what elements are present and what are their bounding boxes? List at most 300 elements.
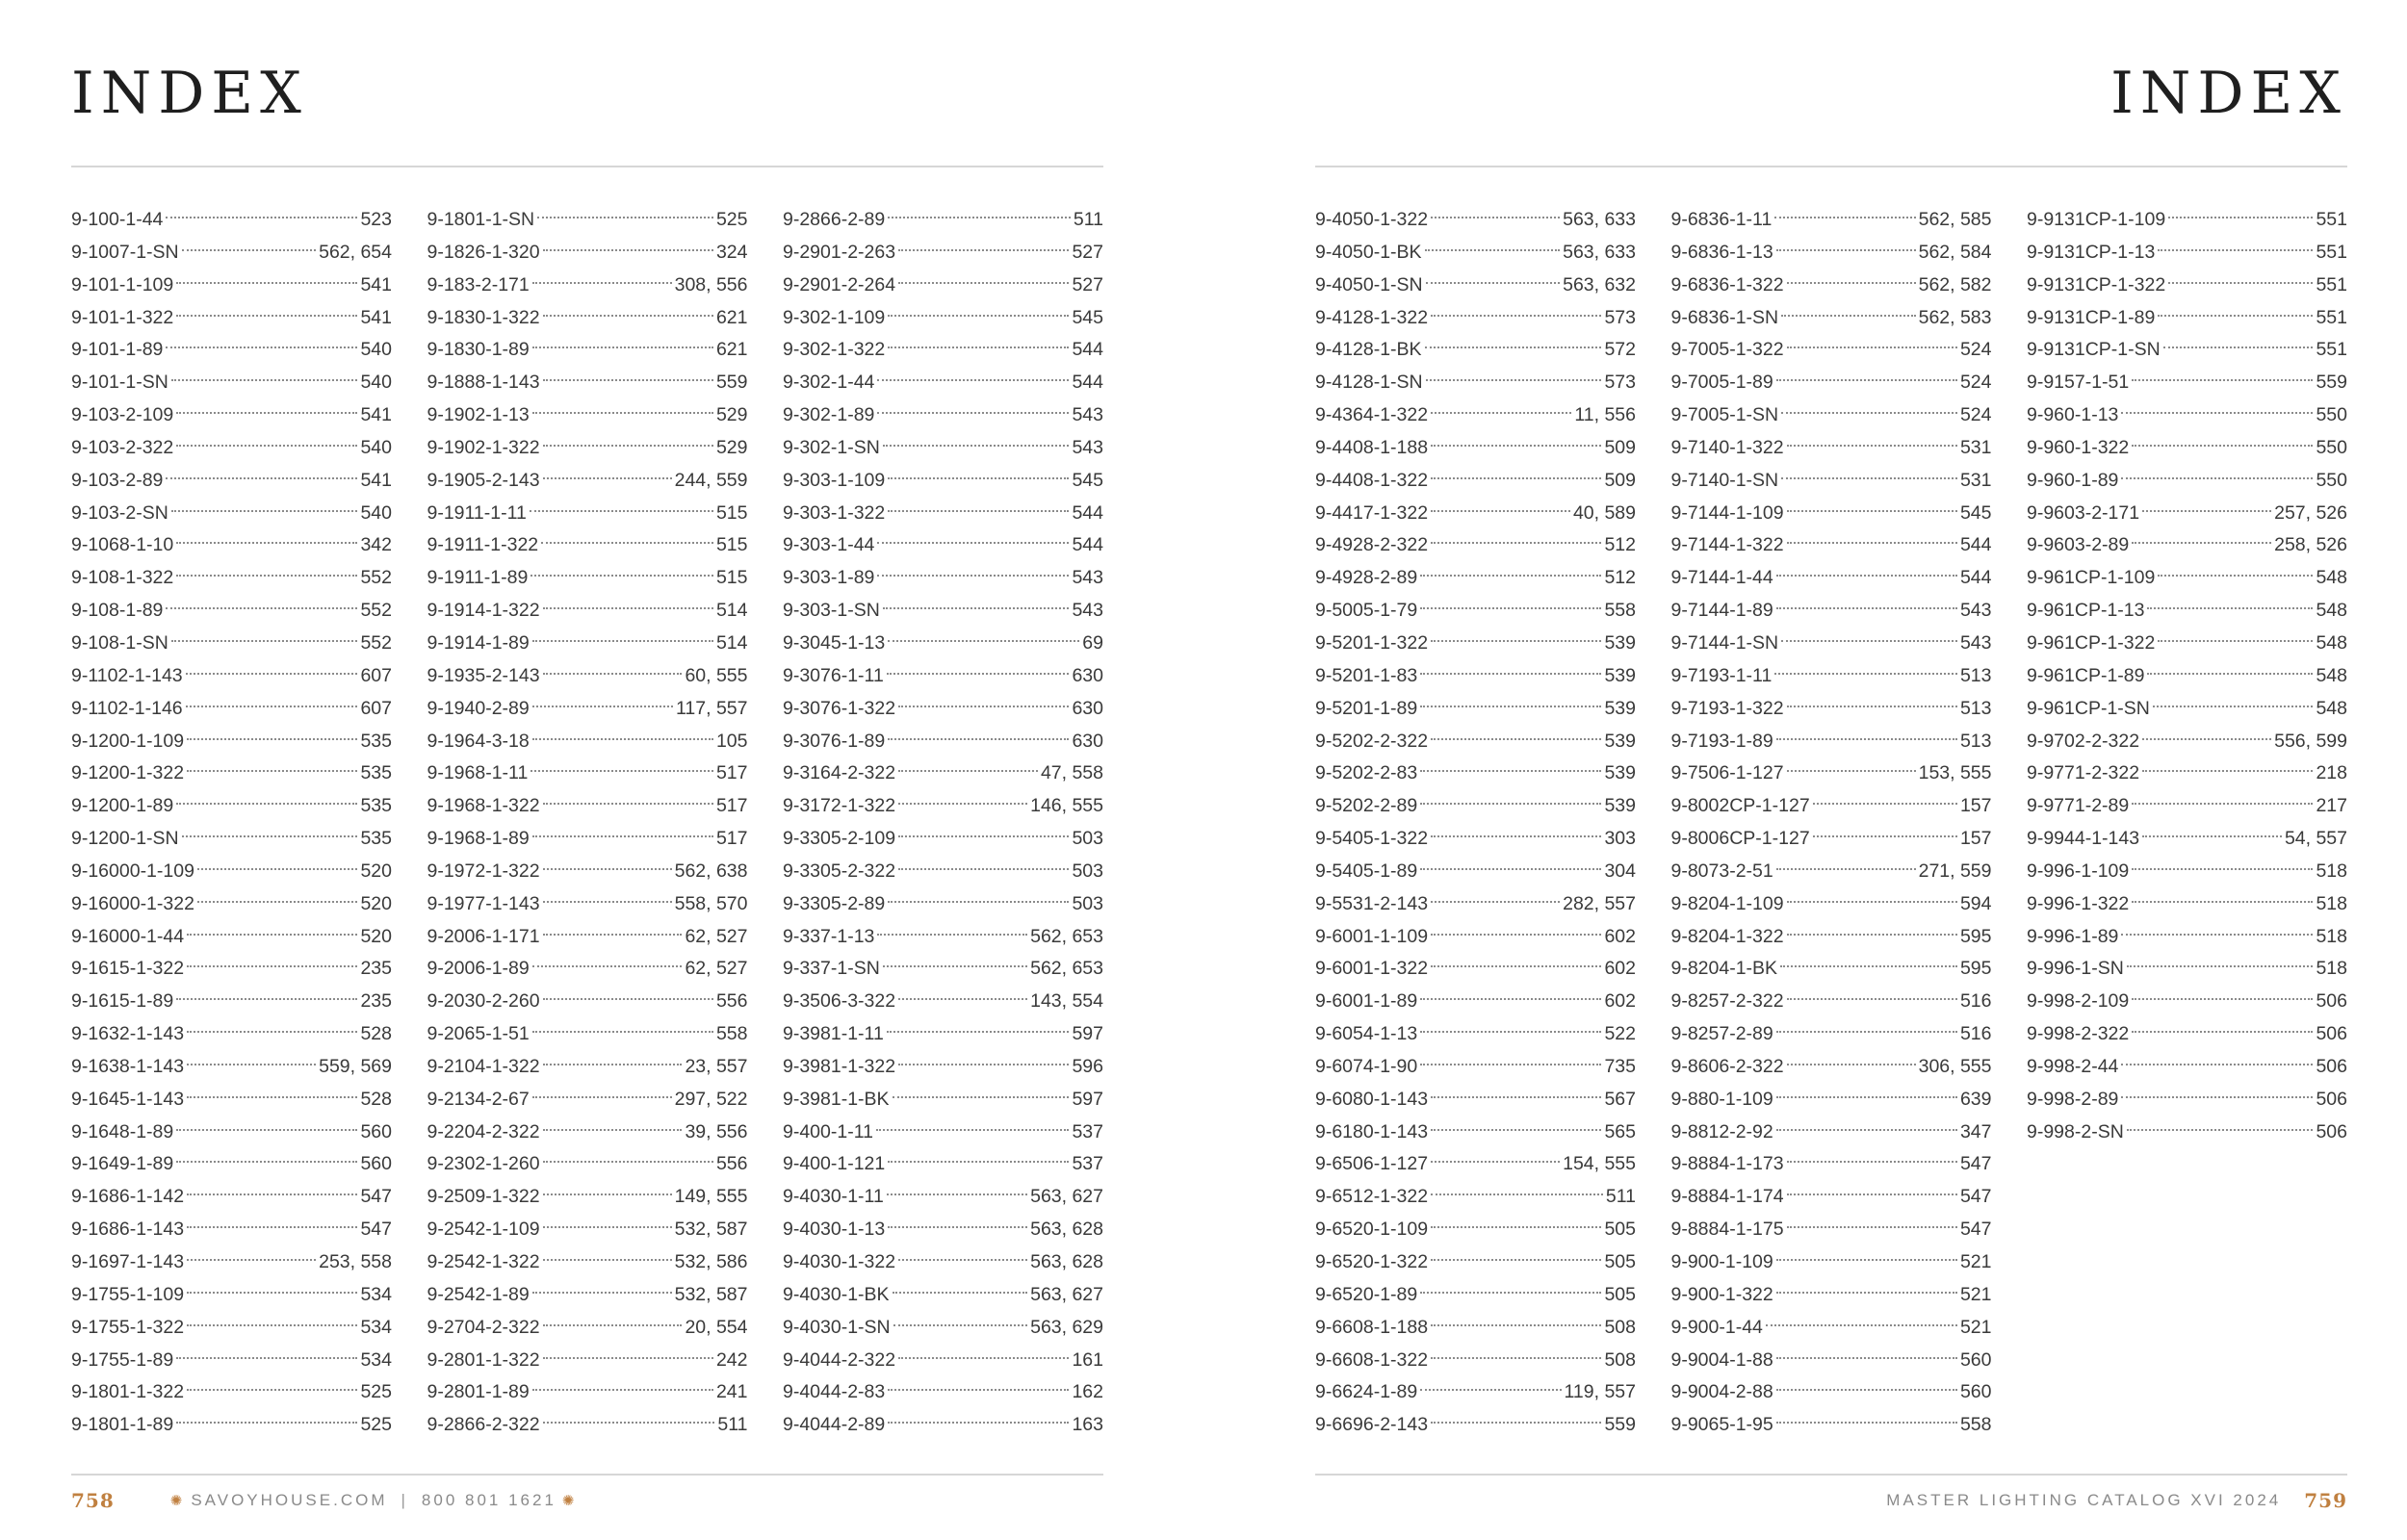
page-reference: 544 [1072, 339, 1103, 361]
dot-leader [888, 510, 1069, 512]
dot-leader [166, 607, 357, 609]
item-number: 9-6836-1-322 [1670, 273, 1784, 295]
item-number: 9-400-1-11 [783, 1120, 873, 1142]
dot-leader [2121, 1064, 2313, 1065]
page-reference: 573 [1604, 306, 1636, 328]
item-number: 9-9131CP-1-89 [2027, 306, 2156, 328]
page-reference: 161 [1072, 1348, 1103, 1371]
page-reference: 506 [2316, 1088, 2347, 1110]
page-reference: 545 [1072, 469, 1103, 491]
item-number: 9-101-1-109 [71, 273, 174, 295]
dot-leader [1431, 217, 1560, 218]
page-reference: 521 [1959, 1251, 1992, 1272]
page-reference: 517 [715, 762, 748, 784]
page-reference: 324 [715, 241, 748, 263]
item-number: 9-3172-1-322 [783, 795, 896, 817]
dot-leader [187, 1389, 357, 1391]
index-entry [1671, 1246, 1992, 1279]
item-number: 9-302-1-SN [783, 436, 880, 458]
dot-leader [1787, 542, 1957, 544]
page-reference: 548 [2316, 697, 2347, 719]
page-reference: 551 [2316, 209, 2347, 230]
page-reference: 550 [2316, 469, 2347, 491]
item-number: 9-3164-2-322 [783, 762, 896, 784]
dot-leader [171, 510, 358, 512]
page-reference: 535 [360, 762, 392, 784]
page-reference: 551 [2316, 339, 2347, 361]
page-reference: 558 [1959, 1414, 1992, 1436]
dot-leader [888, 217, 1071, 218]
item-number: 9-9771-2-89 [2027, 795, 2130, 817]
index-entry [2027, 595, 2347, 628]
item-number: 9-1940-2-89 [427, 697, 530, 719]
dot-leader [887, 1194, 1027, 1195]
page-reference: 40, 589 [1572, 501, 1636, 524]
page-reference: 532, 587 [674, 1283, 748, 1305]
dot-leader [176, 1161, 357, 1163]
index-entry [783, 1345, 1103, 1377]
dot-leader [1431, 445, 1601, 447]
index-entry [1315, 465, 1636, 498]
bottom-divider [71, 1474, 1103, 1476]
page-reference: 552 [360, 567, 392, 589]
item-number: 9-2302-1-260 [427, 1153, 540, 1175]
dot-leader [1431, 640, 1601, 642]
dot-leader [187, 1194, 357, 1195]
page-reference: 308, 556 [674, 273, 748, 295]
index-column [1315, 204, 1636, 1442]
index-entry [1671, 367, 1992, 399]
index-entry [427, 888, 748, 921]
index-entry [71, 595, 392, 628]
dot-leader [2163, 346, 2314, 348]
website-link[interactable]: SAVOYHOUSE.COM [191, 1491, 388, 1509]
index-entry [783, 856, 1103, 888]
page-reference: 508 [1604, 1348, 1636, 1371]
index-entry [71, 1084, 392, 1116]
item-number: 9-1068-1-10 [71, 534, 174, 556]
page-reference: 520 [360, 892, 392, 914]
dot-leader [2132, 445, 2313, 447]
dot-leader [2132, 803, 2313, 805]
index-entry [1315, 367, 1636, 399]
index-entry [783, 399, 1103, 432]
item-number: 9-961CP-1-SN [2027, 697, 2150, 719]
item-number: 9-4050-1-SN [1315, 273, 1423, 295]
page-reference: 544 [1959, 567, 1992, 589]
index-entry [2027, 1018, 2347, 1051]
index-entry [1671, 465, 1992, 498]
dot-leader [543, 803, 713, 805]
page-reference: 23, 557 [685, 1055, 748, 1077]
page-reference: 562, 582 [1918, 273, 1992, 295]
page-reference: 547 [360, 1219, 392, 1241]
page-reference: 524 [1959, 372, 1992, 394]
dot-leader [543, 673, 683, 675]
dot-leader [543, 934, 683, 936]
dot-leader [1420, 1031, 1601, 1033]
index-entry [2027, 888, 2347, 921]
page-reference: 524 [1959, 404, 1992, 426]
item-number: 9-1830-1-89 [427, 339, 530, 361]
page-reference: 552 [360, 631, 392, 654]
dot-leader [1431, 738, 1601, 740]
item-number: 9-960-1-322 [2027, 436, 2130, 458]
item-number: 9-6054-1-13 [1315, 1023, 1418, 1045]
page-reference: 531 [1959, 469, 1992, 491]
page-reference: 163 [1072, 1414, 1103, 1436]
index-entry [2027, 1051, 2347, 1084]
dot-leader [532, 1292, 672, 1294]
index-entry [2027, 856, 2347, 888]
item-number: 9-2704-2-322 [427, 1316, 540, 1338]
page-reference: 558 [715, 1023, 748, 1045]
index-entry [71, 1376, 392, 1409]
item-number: 9-1888-1-143 [427, 372, 540, 394]
page-reference: 529 [715, 436, 748, 458]
index-entry [1671, 823, 1992, 856]
index-entry [1671, 237, 1992, 270]
index-entry [427, 823, 748, 856]
dot-leader [898, 1357, 1069, 1359]
dot-leader [197, 901, 358, 903]
page-reference: 562, 654 [319, 241, 392, 263]
page-reference: 534 [360, 1348, 392, 1371]
index-entry [2027, 237, 2347, 270]
page-reference: 515 [715, 501, 748, 524]
page-reference: 303 [1604, 828, 1636, 850]
index-entry [71, 823, 392, 856]
page-reference: 503 [1072, 892, 1103, 914]
bottom-divider [1315, 1474, 2347, 1476]
page-reference: 556, 599 [2274, 730, 2347, 752]
index-entry [71, 693, 392, 726]
dot-leader [898, 998, 1027, 1000]
dot-leader [187, 1064, 316, 1065]
page-reference: 543 [1072, 600, 1103, 622]
dot-leader [898, 282, 1069, 284]
dot-leader [1431, 1357, 1601, 1359]
top-divider [1315, 166, 2347, 167]
page-number: 759 [2304, 1489, 2347, 1512]
page-reference: 630 [1072, 697, 1103, 719]
index-entry [1671, 334, 1992, 367]
dot-leader [532, 640, 713, 642]
item-number: 9-302-1-322 [783, 339, 886, 361]
page-reference: 540 [360, 436, 392, 458]
item-number: 9-8884-1-175 [1670, 1219, 1784, 1241]
dot-leader [898, 868, 1069, 870]
index-entry [2027, 465, 2347, 498]
index-column [427, 204, 748, 1442]
item-number: 9-302-1-89 [783, 404, 875, 426]
index-entry [1315, 1312, 1636, 1345]
page-reference: 47, 558 [1040, 762, 1103, 784]
dot-leader [1425, 346, 1602, 348]
index-entry [1315, 1409, 1636, 1442]
page-reference: 547 [1959, 1186, 1992, 1208]
page-reference: 630 [1072, 664, 1103, 686]
item-number: 9-7193-1-89 [1670, 730, 1773, 752]
item-number: 9-1830-1-322 [427, 306, 540, 328]
page-reference: 505 [1604, 1251, 1636, 1272]
item-number: 9-7005-1-SN [1670, 404, 1779, 426]
index-entry [1671, 1084, 1992, 1116]
page-reference: 39, 556 [685, 1120, 748, 1142]
page-title: INDEX [2110, 60, 2347, 127]
dot-leader [531, 575, 713, 577]
index-entry [2027, 757, 2347, 790]
item-number: 9-183-2-171 [427, 273, 530, 295]
item-number: 9-9771-2-322 [2027, 762, 2140, 784]
dot-leader [888, 315, 1069, 317]
page-reference: 153, 555 [1918, 762, 1992, 784]
dot-leader [876, 1129, 1070, 1131]
page-reference: 565 [1604, 1120, 1636, 1142]
index-entry [2027, 790, 2347, 823]
index-entry [783, 270, 1103, 302]
dot-leader [187, 1324, 357, 1326]
page-reference: 621 [715, 306, 748, 328]
dot-leader [2121, 934, 2313, 936]
dot-leader [166, 346, 357, 348]
page-reference: 257, 526 [2274, 501, 2347, 524]
index-entry [783, 693, 1103, 726]
item-number: 9-5201-1-322 [1315, 631, 1429, 654]
item-number: 9-900-1-322 [1670, 1283, 1773, 1305]
dot-leader [2142, 835, 2282, 837]
dot-leader [888, 738, 1069, 740]
index-entry [71, 432, 392, 465]
right-page [1315, 0, 2347, 1540]
dot-leader [1431, 315, 1601, 317]
page-reference: 143, 554 [1030, 990, 1103, 1013]
index-column [2027, 204, 2347, 1442]
index-entry [1671, 660, 1992, 693]
dot-leader [543, 1357, 713, 1359]
index-entry [1671, 790, 1992, 823]
index-entry [2027, 562, 2347, 595]
item-number: 9-998-2-109 [2027, 990, 2130, 1013]
dot-leader [532, 412, 713, 414]
page-reference: 544 [1959, 534, 1992, 556]
dot-leader [2132, 1031, 2313, 1033]
page-reference: 62, 527 [685, 925, 748, 947]
item-number: 9-4928-2-89 [1315, 567, 1418, 589]
item-number: 9-9131CP-1-322 [2027, 273, 2166, 295]
page-reference: 347 [1959, 1120, 1992, 1142]
item-number: 9-1977-1-143 [427, 892, 540, 914]
dot-leader [898, 249, 1069, 251]
item-number: 9-1801-1-322 [71, 1381, 185, 1403]
item-number: 9-1914-1-322 [427, 600, 540, 622]
item-number: 9-3305-2-89 [783, 892, 886, 914]
item-number: 9-960-1-89 [2027, 469, 2119, 491]
index-entry [71, 367, 392, 399]
item-number: 9-4044-2-322 [783, 1348, 896, 1371]
item-number: 9-900-1-109 [1670, 1251, 1773, 1272]
dot-leader [2132, 868, 2313, 870]
page-reference: 607 [360, 664, 392, 686]
index-entry [71, 529, 392, 562]
page-reference: 551 [2316, 273, 2347, 295]
page-reference: 539 [1604, 664, 1636, 686]
item-number: 9-1632-1-143 [71, 1023, 185, 1045]
item-number: 9-100-1-44 [71, 209, 164, 230]
page-reference: 525 [360, 1414, 392, 1436]
dot-leader [2121, 412, 2313, 414]
index-entry [783, 562, 1103, 595]
dot-leader [1420, 1064, 1601, 1065]
dot-leader [176, 1357, 357, 1359]
item-number: 9-2006-1-89 [427, 958, 530, 980]
dot-leader [2121, 1096, 2313, 1098]
page-reference: 162 [1072, 1381, 1103, 1403]
index-entry [1671, 432, 1992, 465]
item-number: 9-302-1-109 [783, 306, 886, 328]
dot-leader [893, 1324, 1027, 1326]
dot-leader [1776, 607, 1957, 609]
catalog-name: MASTER LIGHTING CATALOG XVI 2024 [1886, 1491, 2282, 1509]
page-reference: 505 [1604, 1219, 1636, 1241]
page-reference: 218 [2316, 762, 2347, 784]
dot-leader [1426, 379, 1602, 381]
index-entry [783, 432, 1103, 465]
dot-leader [1431, 542, 1601, 544]
item-number: 9-103-2-SN [71, 501, 168, 524]
dot-leader [532, 738, 713, 740]
page-reference: 558, 570 [674, 892, 748, 914]
item-number: 9-4050-1-322 [1315, 209, 1429, 230]
item-number: 9-6520-1-322 [1315, 1251, 1429, 1272]
index-entry [71, 204, 392, 237]
item-number: 9-337-1-SN [783, 958, 880, 980]
dot-leader [883, 965, 1027, 967]
item-number: 9-6836-1-SN [1670, 306, 1779, 328]
page-reference: 547 [1959, 1153, 1992, 1175]
index-entry [783, 660, 1103, 693]
index-entry [2027, 921, 2347, 954]
index-entry [2027, 302, 2347, 335]
item-number: 9-961CP-1-13 [2027, 600, 2145, 622]
dot-leader [2127, 965, 2314, 967]
index-entry [1315, 1376, 1636, 1409]
item-number: 9-8002CP-1-127 [1670, 795, 1810, 817]
page-reference: 541 [360, 306, 392, 328]
item-number: 9-4044-2-89 [783, 1414, 886, 1436]
index-entry [1671, 856, 1992, 888]
index-entry [1315, 986, 1636, 1018]
page-reference: 217 [2316, 795, 2347, 817]
dot-leader [1813, 803, 1957, 805]
page-reference: 506 [2316, 1023, 2347, 1045]
item-number: 9-6180-1-143 [1315, 1120, 1429, 1142]
dot-leader [1774, 673, 1957, 675]
index-entry [71, 856, 392, 888]
item-number: 9-8884-1-173 [1670, 1153, 1784, 1175]
index-entry [783, 628, 1103, 660]
phone-number: 800 801 1621 [421, 1491, 556, 1509]
index-entry [71, 757, 392, 790]
item-number: 9-1968-1-11 [427, 762, 529, 784]
index-entry [1315, 204, 1636, 237]
index-entry [783, 367, 1103, 399]
dot-leader [1431, 1194, 1603, 1195]
page-reference: 539 [1604, 795, 1636, 817]
index-entry [783, 1246, 1103, 1279]
index-entry [783, 757, 1103, 790]
page-reference: 515 [715, 567, 748, 589]
page-reference: 521 [1959, 1283, 1992, 1305]
dot-leader [888, 1161, 1069, 1163]
dot-leader [1420, 575, 1601, 577]
page-reference: 548 [2316, 567, 2347, 589]
page-reference: 541 [360, 469, 392, 491]
index-entry [427, 726, 748, 758]
dot-leader [532, 346, 713, 348]
item-number: 9-4050-1-BK [1315, 241, 1422, 263]
item-number: 9-998-2-322 [2027, 1023, 2130, 1045]
index-entry [2027, 628, 2347, 660]
dot-leader [176, 803, 357, 805]
page-reference: 543 [1072, 567, 1103, 589]
page-reference: 550 [2316, 436, 2347, 458]
page-reference: 563, 627 [1030, 1186, 1103, 1208]
page-reference: 548 [2316, 600, 2347, 622]
page-reference: 543 [1072, 436, 1103, 458]
page-reference: 527 [1072, 273, 1103, 295]
index-entry [2027, 432, 2347, 465]
item-number: 9-303-1-322 [783, 501, 886, 524]
left-page [71, 0, 1103, 1540]
index-entry [427, 1376, 748, 1409]
dot-leader [1780, 965, 1957, 967]
item-number: 9-5405-1-322 [1315, 828, 1429, 850]
index-entry [783, 302, 1103, 335]
item-number: 9-1102-1-143 [71, 664, 183, 686]
index-entry [71, 1409, 392, 1442]
index-entry [1315, 1246, 1636, 1279]
item-number: 9-996-1-89 [2027, 925, 2119, 947]
dot-leader [1787, 1064, 1916, 1065]
index-entry [783, 498, 1103, 530]
page-reference: 505 [1604, 1283, 1636, 1305]
index-entry [427, 953, 748, 986]
dot-leader [1420, 1389, 1561, 1391]
index-entry [427, 595, 748, 628]
page-reference: 511 [1605, 1186, 1636, 1208]
index-entry [71, 237, 392, 270]
page-reference: 563, 629 [1030, 1316, 1103, 1338]
dot-leader [1781, 640, 1957, 642]
dot-leader [1431, 1161, 1560, 1163]
index-entry [71, 334, 392, 367]
item-number: 9-1649-1-89 [71, 1153, 174, 1175]
page-reference: 548 [2316, 631, 2347, 654]
dot-leader [1776, 868, 1916, 870]
page-reference: 271, 559 [1918, 860, 1992, 882]
page-reference: 594 [1959, 892, 1992, 914]
item-number: 9-5202-2-322 [1315, 730, 1429, 752]
page-reference: 54, 557 [2284, 828, 2347, 850]
page-reference: 539 [1604, 697, 1636, 719]
item-number: 9-101-1-SN [71, 372, 168, 394]
index-entry [783, 237, 1103, 270]
item-number: 9-7144-1-44 [1670, 567, 1773, 589]
index-entry [1315, 432, 1636, 465]
index-column [71, 204, 392, 1442]
page-reference: 572 [1604, 339, 1636, 361]
